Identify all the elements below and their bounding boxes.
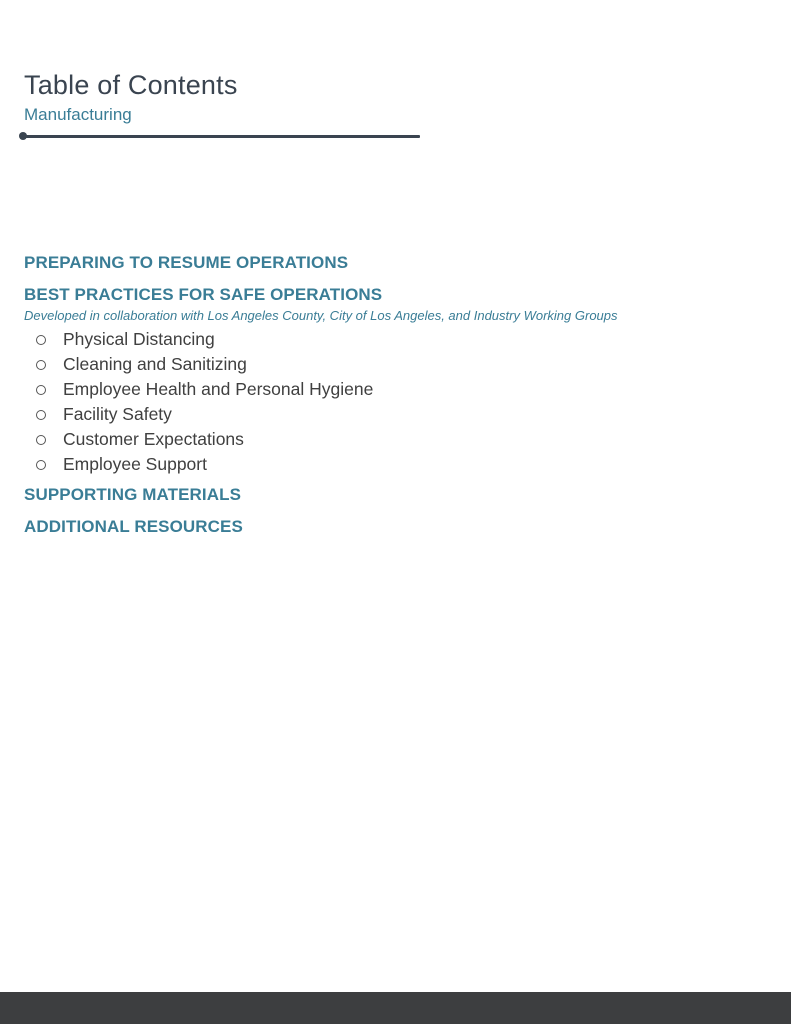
toc-item-facility-safety[interactable]: [24, 402, 764, 427]
toc-sublist: [24, 327, 764, 477]
toc-item-label: Cleaning and Sanitizing: [63, 354, 247, 374]
hollow-circle-bullet-icon: [36, 460, 46, 470]
table-of-contents: [24, 252, 764, 538]
page-title: Table of Contents: [24, 70, 238, 100]
toc-heading-supporting-materials[interactable]: SUPPORTING MATERIALS: [24, 485, 242, 504]
hollow-circle-bullet-icon: [36, 385, 46, 395]
toc-item-label: Facility Safety: [63, 404, 172, 424]
toc-item-label: Physical Distancing: [63, 329, 215, 349]
toc-heading-preparing[interactable]: PREPARING TO RESUME OPERATIONS: [24, 253, 349, 272]
title-divider: [22, 135, 420, 138]
toc-section-note: Developed in collaboration with Los Angeles County, City of Los Angeles, and Industry Working Groups: [24, 308, 618, 323]
toc-item-label: Employee Support: [63, 454, 207, 474]
hollow-circle-bullet-icon: [36, 410, 46, 420]
hollow-circle-bullet-icon: [36, 335, 46, 345]
toc-item-label: Employee Health and Personal Hygiene: [63, 379, 374, 399]
footer-bar: [0, 992, 791, 1024]
toc-item-label: Customer Expectations: [63, 429, 244, 449]
toc-item-employee-health[interactable]: [24, 377, 764, 402]
toc-heading-additional-resources[interactable]: ADDITIONAL RESOURCES: [24, 517, 243, 536]
toc-item-physical-distancing[interactable]: [24, 327, 764, 352]
hollow-circle-bullet-icon: [36, 435, 46, 445]
page-subtitle: Manufacturing: [24, 105, 132, 124]
toc-heading-best-practices[interactable]: BEST PRACTICES FOR SAFE OPERATIONS: [24, 285, 383, 304]
toc-item-customer-expectations[interactable]: [24, 427, 764, 452]
toc-item-cleaning[interactable]: [24, 352, 764, 377]
hollow-circle-bullet-icon: [36, 360, 46, 370]
toc-item-employee-support[interactable]: [24, 452, 764, 477]
